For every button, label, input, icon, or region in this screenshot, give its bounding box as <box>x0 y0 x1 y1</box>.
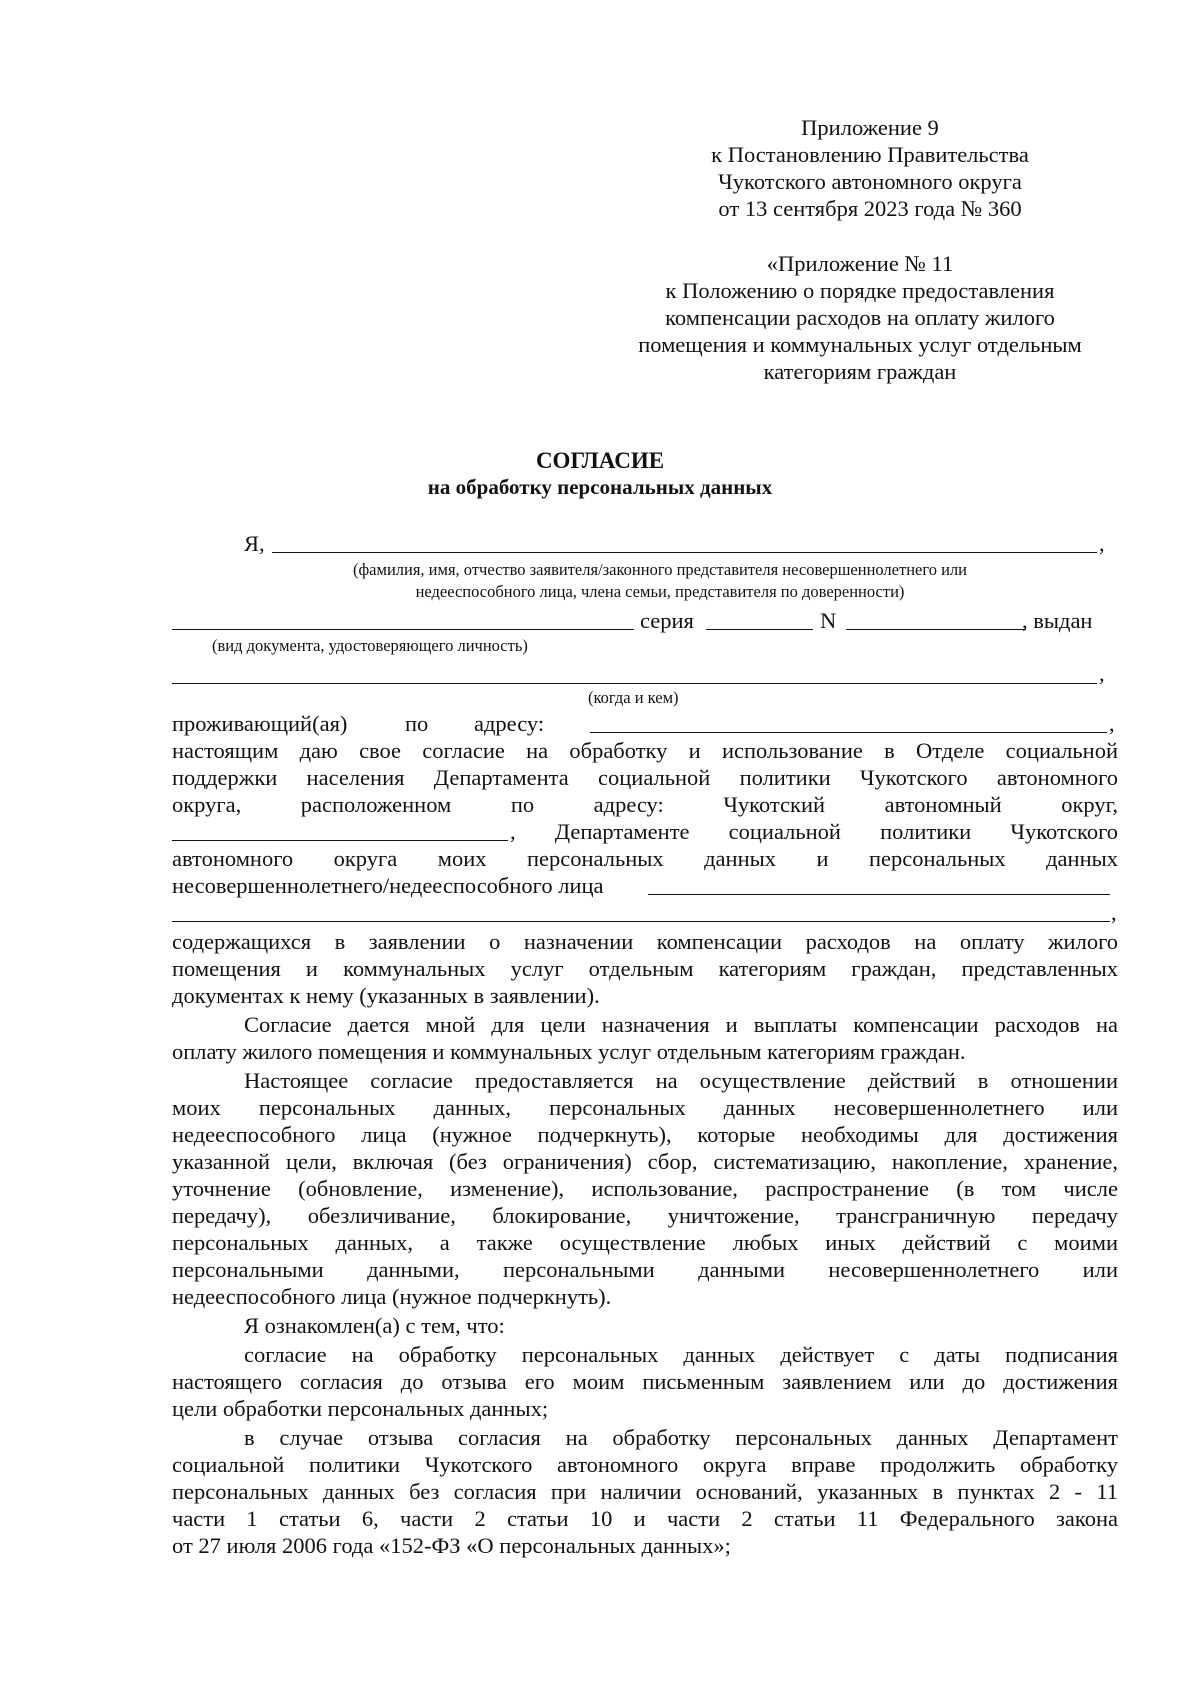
header-line: к Положению о порядке предоставления <box>665 278 1055 303</box>
comma: , <box>1111 900 1117 925</box>
text-line: Настоящее согласие предоставляется на осуществление действий в отношении <box>244 1068 1118 1093</box>
text-line: поддержки населения Департамента социальной политики Чукотского автономного <box>172 765 1118 790</box>
field-hint: недееспособного лица, члена семьи, представителя по доверенности) <box>415 582 905 601</box>
comma: , <box>1109 711 1115 736</box>
text-line: Я ознакомлен(а) с тем, что: <box>244 1313 505 1338</box>
word: адресу: <box>593 792 664 817</box>
field-hint: (фамилия, имя, отчество заявителя/законного представителя несовершеннолетнего или <box>353 560 967 579</box>
ya-label: Я, <box>244 531 265 556</box>
text-line: автономного округа моих персональных данных и персональных данных <box>172 846 1118 871</box>
text-line: согласие на обработку персональных данных действует с даты подписания <box>244 1342 1118 1367</box>
text-line: персональными данными, персональными данными несовершеннолетнего или <box>172 1257 1118 1282</box>
number-label: N <box>820 608 837 633</box>
word: по <box>510 792 535 817</box>
header-line: Приложение 9 <box>801 115 939 140</box>
header-line: «Приложение № 11 <box>766 251 954 276</box>
text-line: несовершеннолетнего/недееспособного лица <box>172 873 604 898</box>
text-line: уточнение (обновление, изменение), использование, распространение (в том числе <box>172 1176 1118 1201</box>
page-subtitle: на обработку персональных данных <box>427 475 773 499</box>
text-line: настоящего согласия до отзыва его моим письменным заявлением или до достижения <box>172 1369 1118 1394</box>
address-field[interactable] <box>590 732 1107 733</box>
text-line: части 1 статьи 6, части 2 статьи 10 и части 2 статьи 11 Федерального закона <box>172 1506 1118 1531</box>
text-line: документах к нему (указанных в заявлении). <box>172 983 600 1008</box>
text-line: социальной политики Чукотского автономного округа вправе продолжить обработку <box>172 1452 1118 1477</box>
fio-field[interactable] <box>272 552 1097 553</box>
issued-by-field[interactable] <box>172 683 1097 684</box>
header-line: помещения и коммунальных услуг отдельным <box>638 332 1082 357</box>
dependent-person-field-continued[interactable] <box>172 921 1110 922</box>
text-line: цели обработки персональных данных; <box>172 1396 549 1421</box>
number-field[interactable] <box>846 629 1026 630</box>
header-line: Чукотского автономного округа <box>718 169 1022 194</box>
text-line: моих персональных данных, персональных данных несовершеннолетнего или <box>172 1095 1118 1120</box>
text-line: недееспособного лица (нужное подчеркнуть). <box>172 1284 612 1309</box>
comma: , <box>1099 661 1105 686</box>
issued-label: , выдан <box>1022 608 1093 633</box>
header-line: компенсации расходов на оплату жилого <box>665 305 1055 330</box>
address-label: адресу: <box>474 711 545 736</box>
address-label: по <box>405 711 429 736</box>
address-label: проживающий(ая) <box>172 711 348 736</box>
text-line: помещения и коммунальных услуг отдельным категориям граждан, представленных <box>172 956 1118 981</box>
page-title: СОГЛАСИЕ <box>535 448 665 473</box>
field-hint: (вид документа, удостоверяющего личность) <box>212 636 528 655</box>
header-line: к Постановлению Правительства <box>711 142 1029 167</box>
text-line: от 27 июля 2006 года «152-ФЗ «О персональных данных»; <box>172 1533 731 1558</box>
text-line: настоящим даю свое согласие на обработку и использование в Отделе социальной <box>172 738 1118 763</box>
word: расположенном <box>300 792 452 817</box>
text-line: Согласие дается мной для цели назначения и выплаты компенсации расходов на <box>244 1012 1118 1037</box>
comma: , <box>1099 531 1105 556</box>
word: Чукотский <box>723 792 826 817</box>
text-line: недееспособного лица (нужное подчеркнуть), которые необходимы для достижения <box>172 1122 1118 1147</box>
text-line: в случае отзыва согласия на обработку персональных данных Департамент <box>244 1425 1118 1450</box>
series-field[interactable] <box>706 629 813 630</box>
text-line: , Департаменте социальной политики Чукотского <box>510 819 1118 844</box>
header-line: от 13 сентября 2023 года № 360 <box>718 196 1022 221</box>
word: округ, <box>1061 792 1118 817</box>
text-line: персональных данных, а также осуществление любых иных действий с моими <box>172 1230 1118 1255</box>
field-hint: (когда и кем) <box>588 688 679 707</box>
text-line: указанной цели, включая (без ограничения) сбор, систематизацию, накопление, хранение, <box>172 1149 1118 1174</box>
series-label: серия <box>640 608 694 633</box>
dependent-person-field[interactable] <box>648 894 1110 895</box>
department-address-field[interactable] <box>172 840 508 841</box>
word: округа, <box>172 792 242 817</box>
text-line: содержащихся в заявлении о назначении компенсации расходов на оплату жилого <box>172 929 1118 954</box>
document-type-field[interactable] <box>172 629 634 630</box>
text-line: оплату жилого помещения и коммунальных услуг отдельным категориям граждан. <box>172 1039 966 1064</box>
text-line: передачу), обезличивание, блокирование, уничтожение, трансграничную передачу <box>172 1203 1118 1228</box>
text-line <box>172 791 1118 818</box>
text-line: персональных данных без согласия при наличии оснований, указанных в пунктах 2 - 11 <box>172 1479 1118 1504</box>
word: автономный <box>884 792 1002 817</box>
header-line: категориям граждан <box>763 359 957 384</box>
